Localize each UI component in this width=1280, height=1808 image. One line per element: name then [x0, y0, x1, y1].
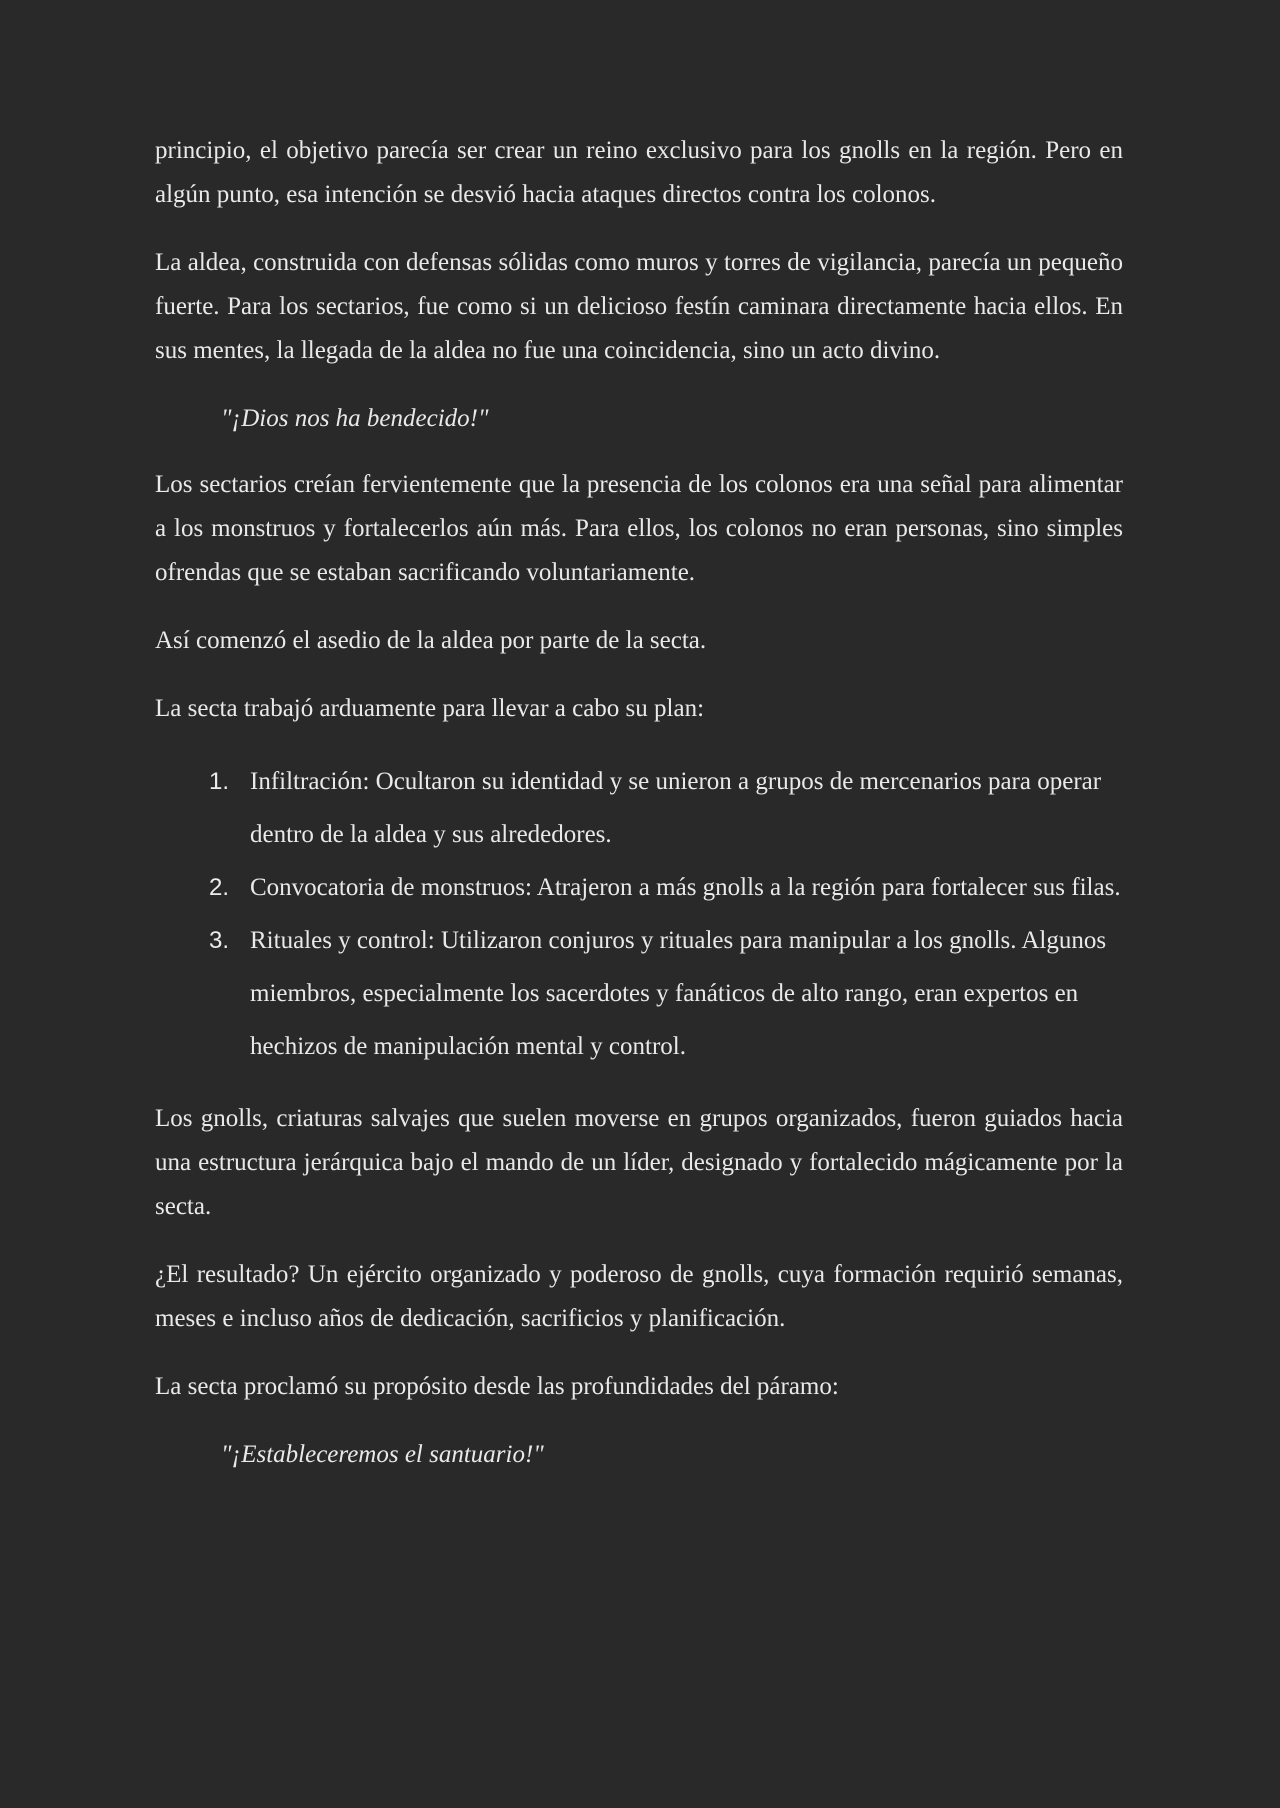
- list-item: [155, 861, 1123, 914]
- paragraph-gnolls-hierarchy: Los gnolls, criaturas salvajes que suelen moverse en grupos organizados, fueron guiados hacia una estructura jerárquica bajo el mando de un líder, designado y fortalecido mágicamente por la secta.: [155, 1105, 1123, 1220]
- document-page: [155, 137, 1123, 1499]
- list-item-text: Infiltración: Ocultaron su identidad y se unieron a grupos de mercenarios para operar dentro de la aldea y sus alrededores.: [250, 768, 1102, 848]
- list-item-number: 1.: [209, 768, 230, 795]
- list-item-text: Convocatoria de monstruos: Atrajeron a más gnolls a la región para fortalecer sus filas.: [250, 874, 1121, 901]
- paragraph-objective: principio, el objetivo parecía ser crear un reino exclusivo para los gnolls en la región. Pero en algún punto, esa intención se desvió hacia ataques directos contra los colonos.: [155, 137, 1123, 208]
- paragraph-plan-intro: La secta trabajó arduamente para llevar a cabo su plan:: [155, 695, 705, 722]
- list-item-number: 2.: [209, 874, 230, 901]
- plan-list: [155, 755, 1123, 1073]
- list-item-number: 3.: [209, 927, 230, 954]
- list-item: [155, 755, 1123, 861]
- paragraph-cultists-belief: Los sectarios creían fervientemente que la presencia de los colonos era una señal para alimentar a los monstruos y fortalecerlos aún más. Para ellos, los colonos no eran personas, sino simples ofrendas que se estaban sacrificando voluntariamente.: [155, 471, 1123, 586]
- paragraph-siege-start: Así comenzó el asedio de la aldea por parte de la secta.: [155, 627, 707, 654]
- paragraph-proclamation: La secta proclamó su propósito desde las profundidades del páramo:: [155, 1373, 839, 1400]
- list-item: [155, 914, 1123, 1073]
- quote-sanctuary: "¡Estableceremos el santuario!": [221, 1441, 544, 1468]
- paragraph-village-defenses: La aldea, construida con defensas sólidas como muros y torres de vigilancia, parecía un pequeño fuerte. Para los sectarios, fue como si un delicioso festín caminara directamente hacia ellos. En sus mentes, la llegada de la aldea no fue una coincidencia, sino un acto divino.: [155, 249, 1123, 364]
- quote-blessed: "¡Dios nos ha bendecido!": [221, 405, 489, 432]
- list-item-text: Rituales y control: Utilizaron conjuros y rituales para manipular a los gnolls. Algunos miembros, especialmente los sacerdotes y fanáticos de alto rango, eran expertos en hechizos de manipulación mental y control.: [250, 927, 1107, 1060]
- paragraph-result: ¿El resultado? Un ejército organizado y poderoso de gnolls, cuya formación requirió semanas, meses e incluso años de dedicación, sacrificios y planificación.: [155, 1261, 1123, 1332]
